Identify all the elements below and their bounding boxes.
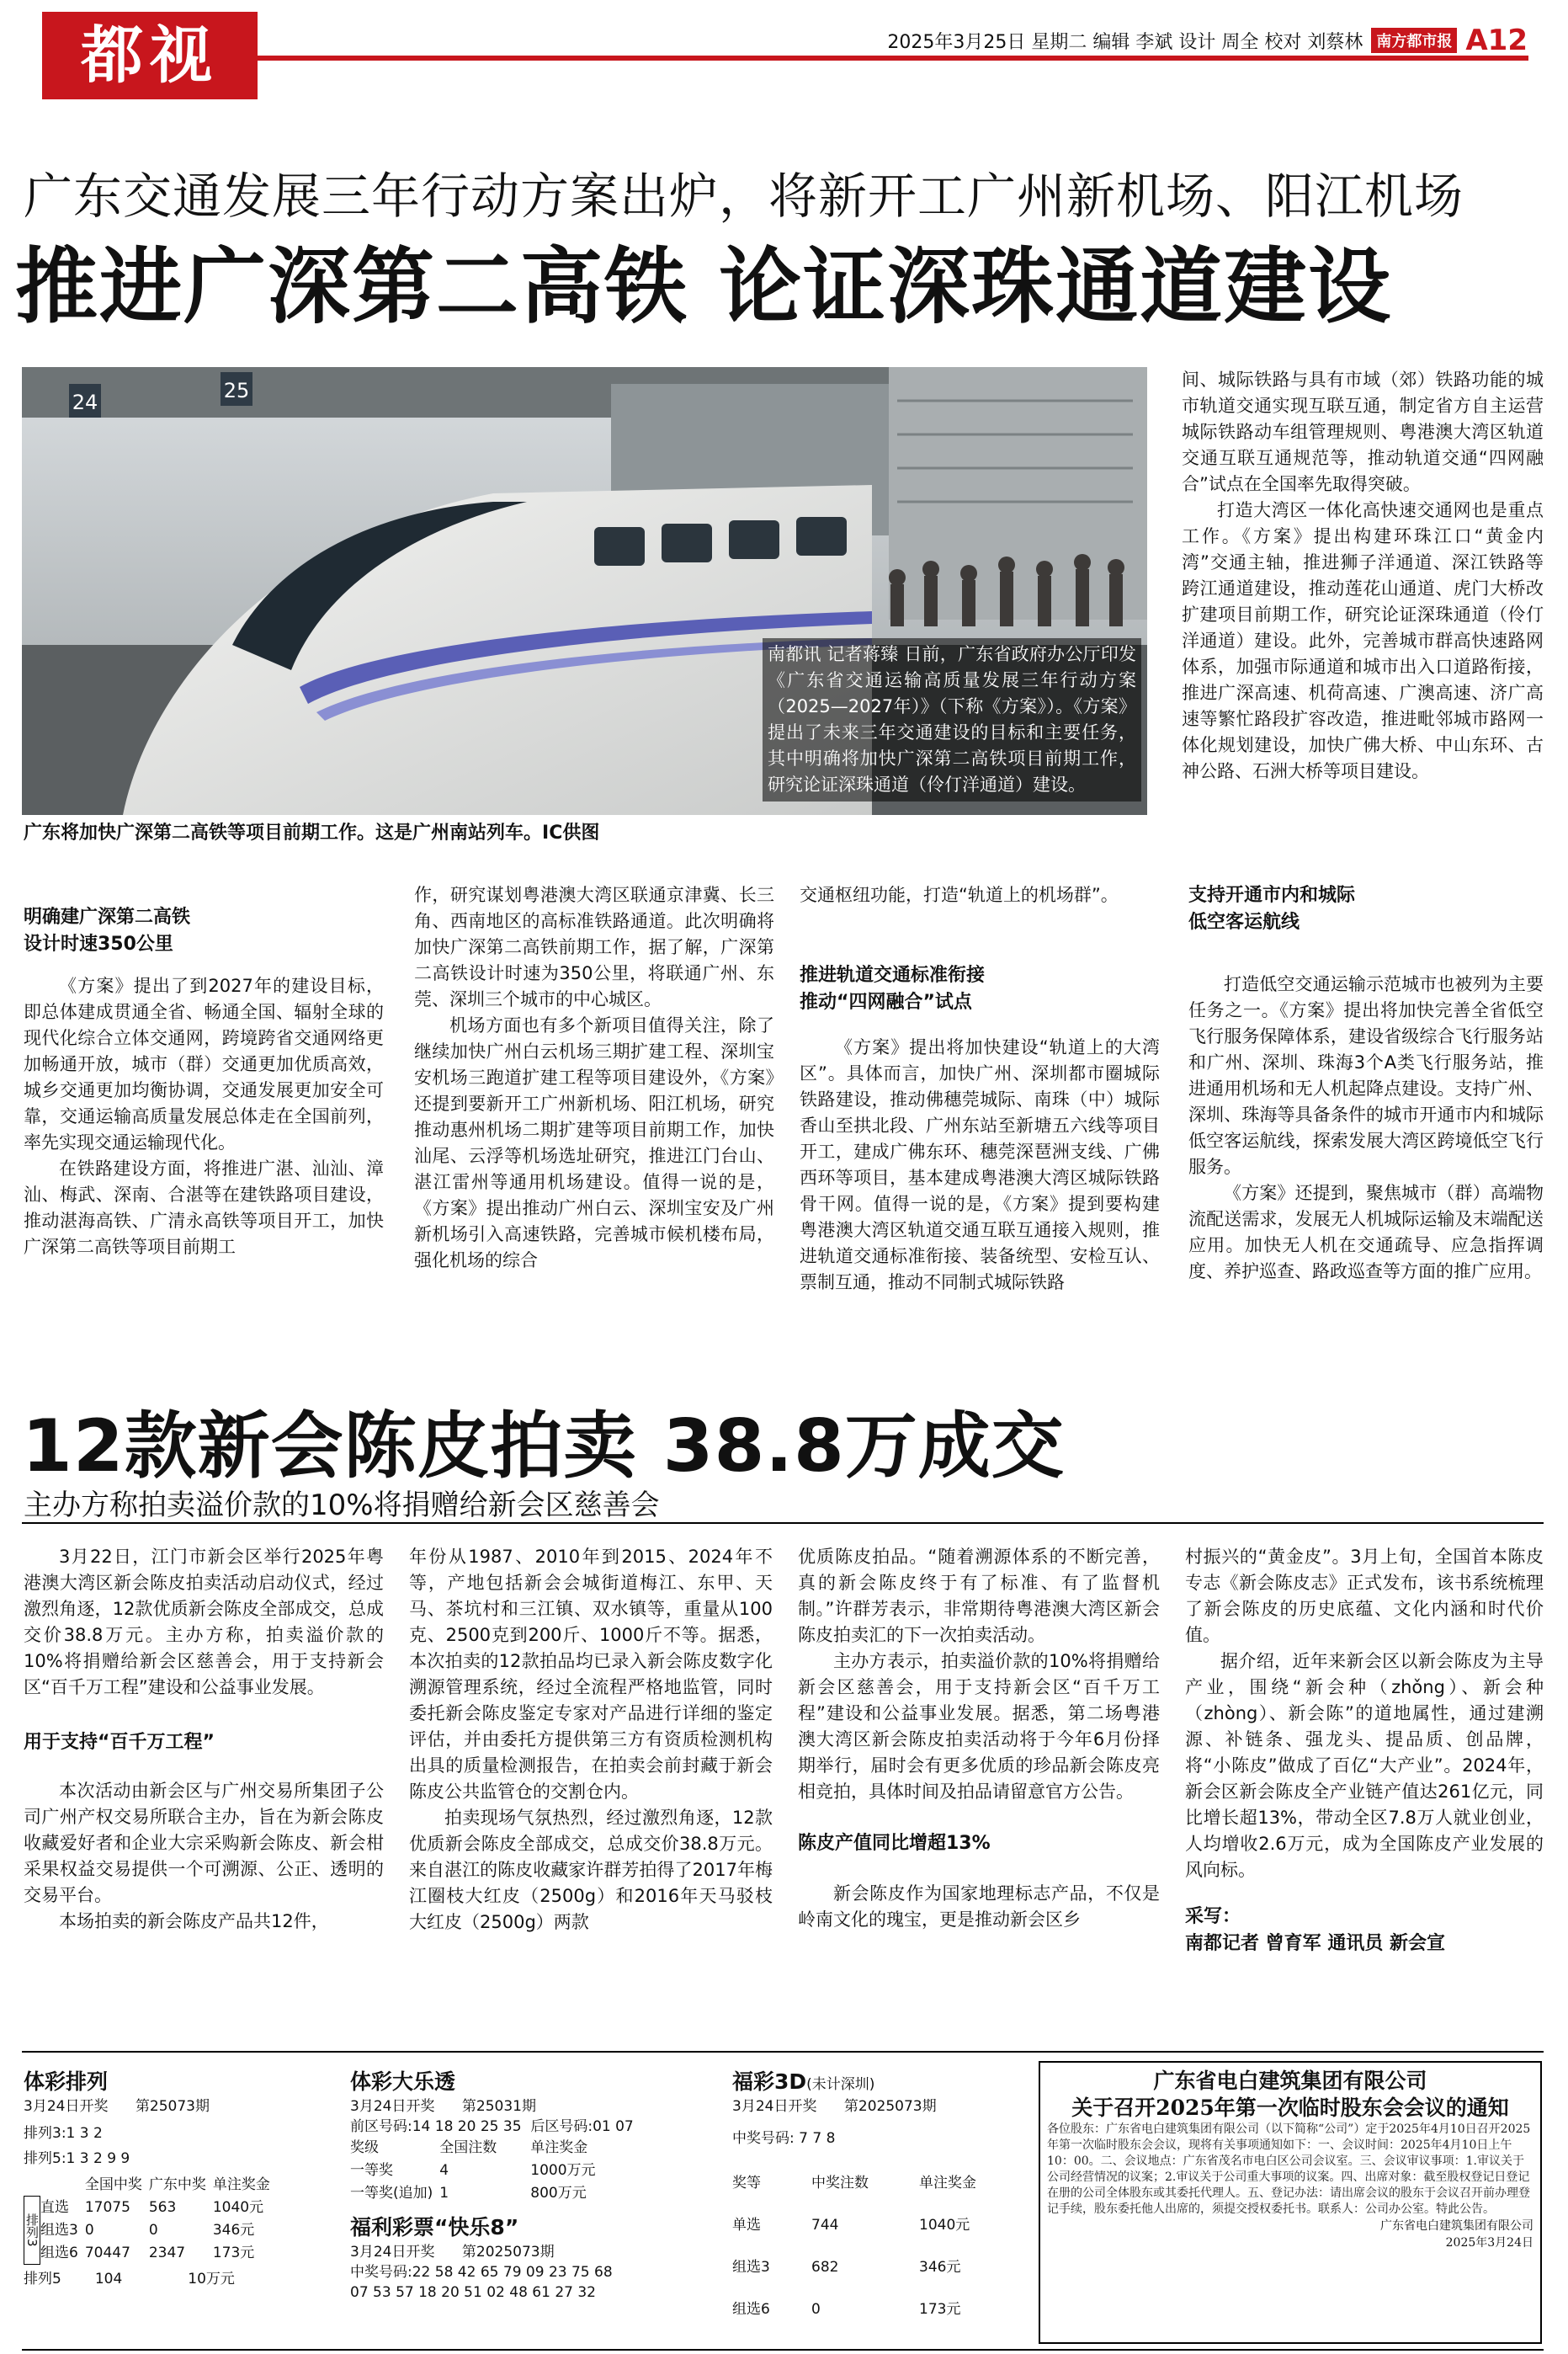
paragraph: 本场拍卖的新会陈皮产品共12件， [59,1911,329,1931]
cell: 组选3 [40,2222,78,2239]
paragraph: 间、城际铁路与具有市域（郊）铁路功能的城市轨道交通实现互联互通，制定省方自主运营城际铁路动车组管理规则、粤港澳大湾区轨道交通互联互通规范等，推动轨道交通“四网融合”试点在全国率先取得突破。 [1182,370,1544,494]
lottery-title: 福利彩票“快乐8” [350,2215,519,2239]
label: 中奖号码: [732,2130,795,2147]
section-title-output: 陈皮产值同比增超13% [798,1833,991,1854]
cell: 直选 [40,2199,69,2216]
section-title-line: 推动“四网融合”试点 [800,992,972,1013]
cell: 单选 [732,2216,761,2234]
prize-table [732,2162,983,2330]
section-title-line: 支持开通市内和城际 [1188,885,1356,906]
cell [40,2174,85,2197]
paragraph: 打造低空交通运输示范城市也被列为主要任务之一。《方案》提出将加快完善全省低空飞行服务保障体系，建设省级综合飞行服务站和广州、深圳、珠海3个A类飞行服务站，推进通用机场和无人机起降点建设。支持广州、深圳、珠海等具备条件的城市开通市内和城际低空客运航线，探索发展大湾区跨境低空飞行服务。 [1188,974,1544,1177]
lottery-fc3d [732,2068,1018,2330]
table-row [40,2219,277,2242]
paragraph: 主办方表示，拍卖溢价款的10%将捐赠给新会区慈善会，用于支持新会区“百千万工程”建设和公益事业发展。据悉，第二场粤港澳大湾区新会陈皮拍卖活动将于今年6月份择期举行，届时会有更多优质的珍品新会陈皮亮相竞拍，具体时间及拍品请留意官方公告。 [798,1651,1160,1802]
section-title-line: 明确建广深第二高铁 [24,907,191,928]
paragraph: 《方案》还提到，聚焦城市（群）高端物流配送需求，发展无人机城际运输及末端配送应用。加快无人机在交通疏导、应急指挥调度、养护巡查、路政巡查等方面的推广应用。 [1188,1183,1544,1281]
table-row [732,2204,983,2246]
table-row [40,2242,277,2265]
article1-column-1 [24,877,384,1260]
cell: 组选6 [732,2300,770,2318]
table-row [40,2197,277,2219]
draw-issue: 第2025073期 [843,2098,937,2115]
cell: 346元 [919,2258,961,2276]
cell: 0 [811,2300,821,2318]
draw-date: 3月24日开奖 [350,2244,435,2261]
draw-date: 3月24日开奖 [350,2098,435,2115]
paragraph: 村振兴的“黄金皮”。3月上旬，全国首本陈皮专志《新会陈皮志》正式发布，该书系统梳理了新会陈皮的历史底蕴、文化内涵和时代价值。 [1185,1547,1544,1645]
section-masthead: 都视 [42,12,258,99]
winning-numbers: 01 07 [593,2118,634,2135]
article1-lead: 南都讯 记者蒋臻 日前，广东省政府办公厅印发《广东省交通运输高质量发展三年行动方案（2025—2027年）》（下称《方案》）。《方案》提出了未来三年交通建设的目标和主要任务，其中明确将加快广深第二高铁项目前期工作，研究论证深珠通道（伶仃洋通道）建设。 [763,638,1141,802]
table-row [40,2174,277,2197]
winning-numbers: 7 7 8 [799,2130,836,2147]
date-editor-line: 2025年3月25日 星期二 编辑 李斌 设计 周全 校对 刘蔡林 [887,31,1363,53]
photo-caption: 广东将加快广深第二高铁等项目前期工作。这是广州南站列车。IC供图 [24,823,600,844]
cell: 70447 [84,2245,130,2261]
label: 前区号码: [350,2118,412,2135]
cell: 一等奖 [350,2162,393,2179]
article1-column-4 [1188,855,1544,1285]
cell: 1040元 [919,2216,970,2234]
paragraph: 3月22日，江门市新会区举行2025年粤港澳大湾区新会陈皮拍卖活动启动仪式，经过激烈角逐，12款优质新会陈皮全部成交，总成交价38.8万元。主办方称，拍卖溢价款的10%将捐赠给新会区慈善会，用于支持新会区“百千万工程”建设和公益事业发展。 [24,1547,384,1697]
cell [181,2268,188,2291]
article2-column-4 [1185,1544,1544,1957]
notice-title: 关于召开2025年第一次临时股东会会议的通知 [1071,2096,1509,2120]
label: 后区号码: [530,2118,593,2135]
paragraph: 打造大湾区一体化高快速交通网也是重点工作。《方案》提出构建环珠江口“黄金内湾”交通主轴，推进狮子洋通道、深江铁路等跨江通道建设，推动莲花山通道、虎门大桥改扩建项目前期工作，研究论证深珠通道（伶仃洋通道）建设。此外，完善城市群高快速路网体系，加强市际通道和城市出入口道路衔接，推进广深高速、机荷高速、广澳高速、济广高速等繁忙路段扩容改造，推进毗邻城市路网一体化规划建设，加快广佛大桥、中山东环、古神公路、石洲大桥等项目建设。 [1182,500,1544,781]
cell: 173元 [212,2245,255,2261]
notice-date: 2025年3月24日 [1445,2236,1533,2250]
cell: 4 [439,2162,449,2179]
article2-rule [22,1522,1544,1524]
cell: 800万元 [530,2185,587,2202]
lottery-tc-pailie [24,2068,327,2291]
table-row [732,2246,983,2288]
platform-sign-24: 24 [72,391,98,414]
winning-numbers: 1 3 2 9 9 [66,2150,130,2167]
shareholder-notice [1039,2061,1542,2344]
cell: 1000万元 [530,2162,596,2179]
table-row [732,2162,983,2204]
paragraph: 年份从1987、2010年到2015、2024年不等，产地包括新会会城街道梅江、东甲、天马、茶坑村和三江镇、双水镇等，重量从100克、2500克到200斤、1000斤不等。据悉，本次拍卖的12款拍品均已录入新会陈皮数字化溯源管理系统，经过全流程严格地监管，同时委托新会陈皮鉴定专家对产品进行详细的鉴定评估，并由委托方提供第三方有资质检测机构出具的质量检测报告，在拍卖会前封藏于新会陈皮公共监管仓的交割仓内。 [409,1547,773,1802]
draw-issue: 第25031期 [461,2098,536,2115]
cell: 2347 [148,2245,186,2261]
section-title-rail-transit [800,935,1160,1016]
winning-numbers: 07 53 57 18 20 51 02 48 61 27 32 [350,2284,596,2301]
table-row [732,2288,983,2330]
byline-label: 采写： [1185,1906,1241,1927]
cell: 奖等 [732,2174,761,2192]
paragraph: 《方案》提出将加快建设“轨道上的大湾区”。具体而言，加快广州、深圳都市圈城际铁路建设，推动佛穗莞城际、南珠（中）城际香山至拱北段、广州东站至新塘五六线等项目开工，建成广佛东环、穗莞深琶洲支线、广佛西环等项目，基本建成粤港澳大湾区城际铁路骨干网。值得一说的是，《方案》提到要构建粤港澳大湾区轨道交通互联互通接入规则，推进轨道交通标准衔接、装备统型、安检互认、票制互通，推动不同制式城际铁路 [800,1037,1160,1292]
lottery-dlt [350,2068,712,2303]
label: 排列5: [24,2150,66,2167]
cell: 0 [148,2222,158,2239]
label: 排列3: [24,2125,66,2142]
winning-numbers: 14 18 20 25 35 [412,2118,522,2135]
article1-column-3 [800,882,1160,1296]
cell: 10万元 [188,2271,235,2287]
table-row [350,2137,603,2160]
article1-column-2 [414,882,774,1274]
cell: 1 [439,2185,449,2202]
cell: 744 [811,2216,839,2234]
cell: 排列5 [24,2271,61,2287]
section-title-low-altitude [1188,855,1544,936]
cell: 1040元 [212,2199,264,2216]
cell: 全国中奖 [84,2176,142,2193]
paragraph: 机场方面也有多个新项目值得关注，除了继续加快广州白云机场三期扩建工程、深圳宝安机场三跑道扩建工程等项目建设外，《方案》还提到要新开工广州新机场、阳江机场，研究推动惠州机场二期扩建等项目前期工作，加快汕尾、云浮等机场选址研究，推进江门台山、湛江雷州等通用机场建设。值得一说的是，《方案》提出推动广州白云、深圳宝安及广州新机场引入高速铁路，完善城市候机楼布局，强化机场的综合 [414,1015,774,1270]
paragraph: 《方案》提出了到2027年的建设目标，即总体建成贯通全省、畅通全国、辐射全球的现代化综合立体交通网，跨境跨省交通网络更加畅通开放，城市（群）交通更加优质高效，城乡交通更加均衡协调，交通发展更加安全可靠，交通运输高质量发展总体走在全国前列，率先实现交通运输现代化。 [24,976,384,1153]
prize-table [350,2137,603,2205]
platform-sign-25: 25 [223,379,250,402]
paragraph: 据介绍，近年来新会区以新会陈皮为主导产业，围绕“新会种（zhǒng）、新会种（zhòng）、新会陈”的道地属性，通过建溯源、补链条、强龙头、提品质、创品牌，将“小陈皮”做成了百亿“大产业”。2024年，新会区新会陈皮全产业链产值达261亿元，同比增长超13%，带动全区7.8万人就业创业，人均增收2.6万元，成为全国陈皮产业发展的风向标。 [1185,1651,1544,1880]
article2-subhead: 主办方称拍卖溢价款的10%将捐赠给新会区慈善会 [24,1489,660,1522]
bottom-rule [22,2349,1544,2351]
cell: 单注奖金 [919,2174,976,2192]
article2-column-2 [409,1544,773,1936]
cell: 0 [84,2222,94,2239]
cell: 563 [148,2199,177,2216]
label: 中奖号码: [350,2264,412,2281]
notice-body: 各位股东：广东省电白建筑集团有限公司（以下简称“公司”）定于2025年4月10日召开2025年第一次临时股东会会议，现将有关事项通知如下：一、会议时间：2025年4月10日上午10：00。二、会议地点：广东省茂名市电白区公司会议室。三、会议审议事项：1.审议关于公司经营情况的议案；2.审议关于公司重大事项的议案。四、出席对象：截至股权登记日登记在册的公司全体股东或其委托代理人。五、登记办法：请出席会议的股东于会议召开前办理登记手续，股东委托他人出席的，须提交授权委托书。联系人：公司办公室。特此公告。 [1047,2122,1531,2216]
section-title-high-speed-rail [24,877,384,958]
cell: 104 [94,2271,123,2287]
article1-headline: 推进广深第二高铁 论证深珠通道建设 [15,239,1393,335]
lottery-title: 体彩排列 [24,2069,109,2094]
paragraph: 在铁路建设方面，将推进广湛、汕汕、漳汕、梅武、深南、合湛等在建铁路项目建设，推动湛海高铁、广清永高铁等项目开工，加快广深第二高铁等项目前期工 [24,1158,384,1257]
newspaper-logo: 南方都市报 [1371,28,1457,53]
cell: 346元 [212,2222,255,2239]
cell: 全国注数 [439,2139,497,2156]
lottery-rule [22,2051,1544,2053]
paragraph: 新会陈皮作为国家地理标志产品，不仅是岭南文化的瑰宝，更是推动新会区乡 [798,1883,1160,1930]
draw-date: 3月24日开奖 [732,2098,817,2115]
cell: 单注奖金 [212,2176,270,2193]
notice-signature: 广东省电白建筑集团有限公司 [1380,2219,1533,2233]
cell: 17075 [84,2199,130,2216]
draw-issue: 第25073期 [135,2098,210,2115]
group-label: 排列3 [24,2196,40,2265]
section-title-project: 用于支持“百千万工程” [24,1732,215,1753]
lottery-title-suffix: (未计深圳) [806,2076,875,2093]
table-row [350,2160,603,2182]
article1-right-column [1182,367,1544,785]
paragraph: 作，研究谋划粤港澳大湾区联通京津冀、长三角、西南地区的高标准铁路通道。此次明确将加快广深第二高铁前期工作，据了解，广深第二高铁设计时速为350公里，将联通广州、东莞、深圳三个城市的中心城区。 [414,885,774,1009]
cell: 广东中奖 [148,2176,206,2193]
cell: 一等奖(追加) [350,2185,433,2202]
article2-column-3 [798,1544,1160,1933]
lottery-title: 福彩3D [732,2069,807,2094]
section-title-line: 低空客运航线 [1188,912,1300,933]
paragraph: 拍卖现场气氛热烈，经过激烈角逐，12款优质新会陈皮全部成交，总成交价38.8万元。来自湛江的陈皮收藏家许群芳拍得了2017年梅江圈枝大红皮（2500g）和2016年天马驳枝大红皮（2500g）两款 [409,1808,773,1932]
paragraph: 优质陈皮拍品。“随着溯源体系的不断完善，真的新会陈皮终于有了标准、有了监督机制。”许群芳表示，非常期待粤港澳大湾区新会陈皮拍卖汇的下一次拍卖活动。 [798,1547,1160,1645]
draw-issue: 第2025073期 [461,2244,555,2261]
prize-table [40,2174,277,2265]
cell: 单注奖金 [530,2139,588,2156]
cell: 中奖注数 [811,2174,869,2192]
table-row [350,2182,603,2205]
cell: 173元 [919,2300,961,2318]
cell: 奖级 [350,2139,379,2156]
cell: 682 [811,2258,839,2276]
page-number: A12 [1465,24,1528,57]
section-title-line: 推进轨道交通标准衔接 [800,965,986,986]
cell: 组选3 [732,2258,770,2276]
article2-column-1 [24,1544,384,1935]
winning-numbers: 22 58 42 65 79 09 23 75 68 [412,2264,613,2281]
section-title-line: 设计时速350公里 [24,934,173,955]
paragraph: 本次活动由新会区与广州交易所集团子公司广州产权交易所联合主办，旨在为新会陈皮收藏爱好者和企业大宗采购新会陈皮、新会柑采果权益交易提供一个可溯源、公正、透明的交易平台。 [24,1781,384,1905]
notice-company: 广东省电白建筑集团有限公司 [1153,2069,1427,2093]
prize-table-p5 [24,2268,242,2291]
draw-date: 3月24日开奖 [24,2098,109,2115]
winning-numbers: 1 3 2 [66,2125,103,2142]
article1-kicker: 广东交通发展三年行动方案出炉，将新开工广州新机场、阳江机场 [24,168,1464,225]
masthead-info [887,24,1528,57]
lottery-title: 体彩大乐透 [350,2069,456,2094]
table-row [24,2268,242,2291]
article2-headline: 12款新会陈皮拍卖 38.8万成交 [22,1404,1065,1489]
byline: 南都记者 曾育军 通讯员 新会宣 [1185,1933,1445,1954]
paragraph: 交通枢纽功能，打造“轨道上的机场群”。 [800,885,1119,905]
cell: 组选6 [40,2245,78,2261]
